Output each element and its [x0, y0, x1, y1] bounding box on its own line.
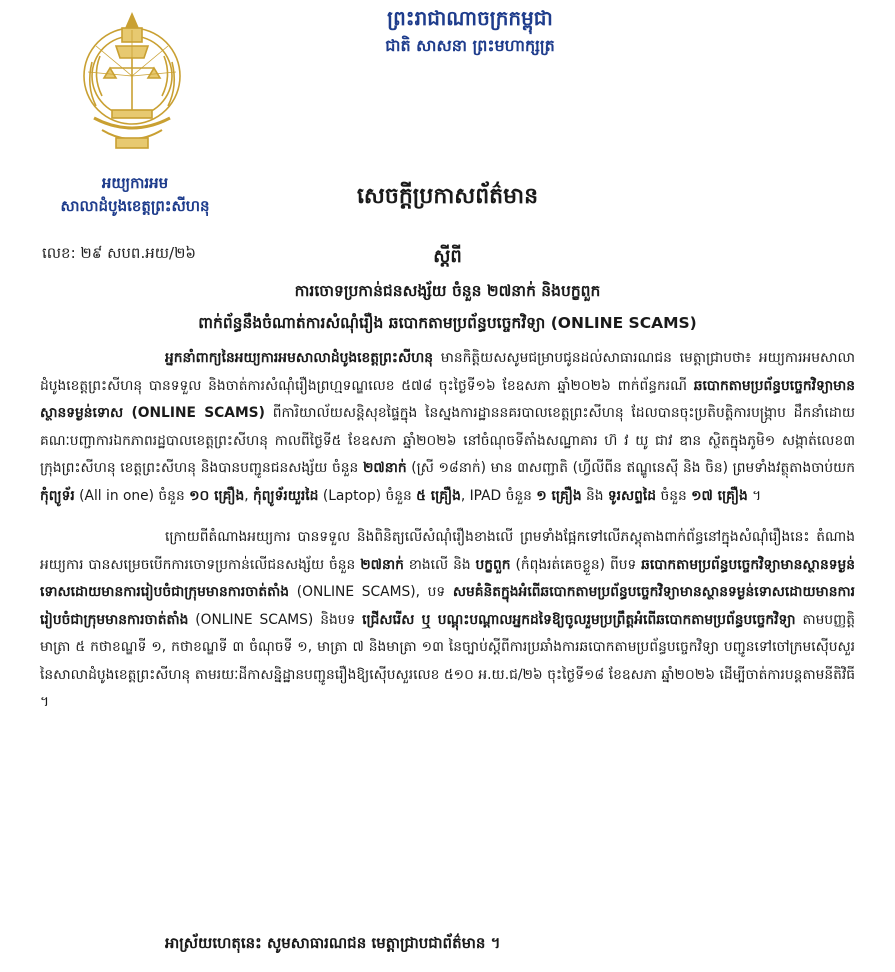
- p2-bold5: ជ្រើសរើស ឬ បណ្តុះបណ្តាលអ្នកដទៃឱ្យចូលរួមប្រព្រឹត្តអំពើឆបោកតាមប្រព័ន្ធបច្ចេកវិទ្យា: [362, 611, 796, 628]
- p1-bold1: ឆបោកតាមប្រព័ន្ធបច្ចេកវិទ្យាមានស្ថានទម្ងន់ទោស (ONLINE SCAMS): [40, 377, 855, 421]
- p1-text4: (All in one) ចំនួន: [74, 487, 190, 504]
- closing-line: អាស្រ័យហេតុនេះ សូមសាធារណជន មេត្តាជ្រាបជាព័ត៌មាន ។: [165, 934, 501, 952]
- paragraph-1: [40, 345, 855, 510]
- p1-bold9: ១៧ គ្រឿង: [691, 487, 748, 504]
- p2-bold3: ឆបោកតាមប្រព័ន្ធបច្ចេកវិទ្យាមានស្ថានទម្ងន់ទោសដោយមានការរៀបចំជាក្រុមមានការចាត់តាំង: [40, 556, 855, 600]
- p2-bold2: បក្ខពួក: [475, 556, 511, 573]
- p2-text4: (ONLINE SCAMS), បទ: [289, 584, 453, 600]
- p1-text3: (ស្រី ១៨នាក់) មាន ៣សញ្ជាតិ (ហ្វីលីពីន ឥណ្ឌូនេស៊ី និង ចិន) ព្រមទាំងវត្ថុតាងចាប់យក: [406, 460, 855, 476]
- kingdom-name: ព្រះរាជាណាចក្រកម្ពុជា: [387, 6, 553, 30]
- p1-bold5: កុំព្យូទ័រយួរដៃ: [253, 487, 319, 504]
- p1-bold2: ២៧នាក់: [362, 460, 407, 476]
- reference-number: លេខ: ២៩ សបព.អយ/២៦: [42, 244, 197, 262]
- p1-text8: និង: [581, 487, 608, 504]
- paragraph-2: [40, 524, 855, 717]
- subject-line-1: ការចោទប្រកាន់ជនសង្ស័យ ចំនួន ២៧នាក់ និងបក្ខពួក: [294, 282, 601, 300]
- national-motto: ជាតិ សាសនា ព្រះមហាក្សត្រ: [385, 36, 555, 55]
- p2-text3: (កំពុងរត់គេចខ្លួន) ពីបទ: [510, 556, 642, 573]
- subject: [40, 275, 855, 339]
- p1-text10: ។: [747, 487, 762, 504]
- p2-text5: (ONLINE SCAMS) និងបទ: [188, 611, 363, 628]
- subject-line-2: ពាក់ព័ន្ធនឹងចំណាត់ការសំណុំរឿង ឆបោកតាមប្រព័ន្ធបច្ចេកវិទ្យា (ONLINE SCAMS): [198, 314, 697, 332]
- document-body: [40, 345, 855, 731]
- subject-label: ស្តីពី: [433, 246, 462, 267]
- org-line-1: អយ្យការអម: [101, 174, 169, 192]
- kingdom-header: [330, 4, 610, 60]
- p1-text9: ចំនួន: [656, 487, 692, 504]
- p1-text7: , IPAD ចំនួន: [460, 487, 537, 504]
- p1-bold3: កុំព្យូទ័រ: [40, 487, 75, 504]
- p2-text6: តាមបញ្ញត្តិមាត្រា ៥ កថាខណ្ឌទី ១, កថាខណ្ឌទី ៣ ចំណុចទី ១, មាត្រា ៧ និងមាត្រា ១៣ នៃច្បាប់ស្តីពីការប្រឆាំងការឆបោកតាមប្រព័ន្ធបច្ចេកវិទ្យា បញ្ជូនទៅចៅក្រមស៊ើបសួរ នៃសាលាដំបូងខេត្តព្រះសីហនុ តាមរយៈដីកាសន្និដ្ឋានបញ្ជូនរឿងឱ្យស៊ើបសួរលេខ ៥១០ អ.យ.ជ/២៦ ចុះថ្ងៃទី១៨ ខែឧសភា ឆ្នាំ២០២៦ ដើម្បីចាត់ការបន្តតាមនីតិវិធី ។: [40, 611, 856, 710]
- p1-bold4: ១០ គ្រឿង: [189, 487, 245, 504]
- p1-text2: ពីការិយាល័យសន្តិសុខផ្ទៃក្នុង នៃស្នងការដ្ឋាននគរបាលខេត្តព្រះសីហនុ ដែលបានចុះប្រតិបត្តិការបង្ក្រាប ដឹកនាំដោយគណៈបញ្ជាការឯកភាពរដ្ឋបាលខេត្តព្រះសីហនុ កាលពីថ្ងៃទី៥ ខែឧសភា ឆ្នាំ២០២៦ នៅចំណុចទីតាំងសណ្ឋាគារ ហ៊ វ យូ ជាវ ឌាន ស្ថិតក្នុងភូមិ១ សង្កាត់លេខ៣ ក្រុងព្រះសីហនុ ខេត្តព្រះសីហនុ និងបានបញ្ជូនជនសង្ស័យ ចំនួន: [40, 405, 855, 476]
- p2-text2: ខាងលើ និង: [403, 556, 476, 573]
- p1-lead: អ្នកនាំពាក្យនៃអយ្យការអមសាលាដំបូងខេត្តព្រះសីហនុ: [165, 350, 433, 366]
- p2-bold1: ២៧នាក់: [360, 556, 404, 573]
- document-title: សេចក្តីប្រកាសព័ត៌មាន: [356, 184, 539, 209]
- p2-text1: ក្រោយពីតំណាងអយ្យការ បានទទួល និងពិនិត្យលើសំណុំរឿងខាងលើ ព្រមទាំងផ្អែកទៅលើភស្តុតាងពាក់ព័ន្ធនៅក្នុងសំណុំរឿងនេះ តំណាងអយ្យការ បានសម្រេចបើកការចោទប្រកាន់លើជនសង្ស័យ ចំនួន: [40, 529, 855, 573]
- p1-bold7: ១ គ្រឿង: [536, 487, 582, 504]
- p2-bold4: សមគំនិតក្នុងអំពើឆបោកតាមប្រព័ន្ធបច្ចេកវិទ្យាមានស្ថានទម្ងន់ទោសដោយមានការរៀបចំជាក្រុមមានការចាត់តាំង: [40, 584, 855, 628]
- org-line-2: សាលាដំបូងខេត្តព្រះសីហនុ: [60, 197, 210, 215]
- p1-bold8: ទូរសព្ទដៃ: [607, 487, 657, 504]
- p1-text6: (Laptop) ចំនួន: [318, 487, 417, 504]
- p1-text5: ,: [244, 487, 254, 504]
- p1-bold6: ៥ គ្រឿង: [416, 487, 461, 504]
- royal-coat-of-arms-icon: [72, 6, 192, 166]
- p1-text1: មានកិត្តិយសសូមជម្រាបជូនដល់សាធារណជន មេត្តាជ្រាបថា៖ អយ្យការអមសាលាដំបូងខេត្តព្រះសីហនុ បានទទួល និងចាត់ការសំណុំរឿងព្រហ្មទណ្ឌលេខ ៥៧៨ ចុះថ្ងៃទី១៦ ខែឧសភា ឆ្នាំ២០២៦ ពាក់ព័ន្ធករណី: [40, 350, 855, 394]
